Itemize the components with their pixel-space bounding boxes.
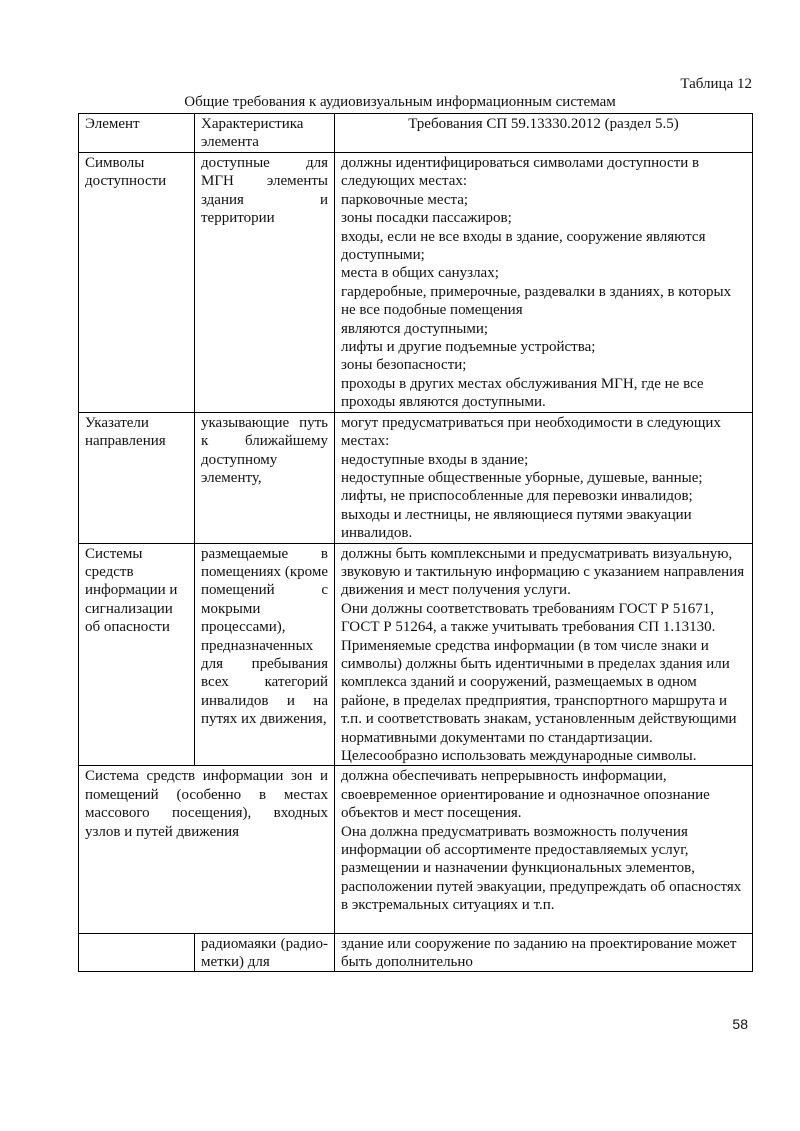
table-row: [79, 412, 753, 543]
cell-requirements: [335, 933, 753, 972]
requirement-line: являются доступными;: [341, 320, 489, 337]
requirement-line: здание или сооружение по заданию на проектирование может быть дополнительно: [341, 935, 737, 971]
table-label: Таблица 12: [680, 76, 752, 92]
cell-requirements: [335, 412, 753, 543]
requirement-line: должна обеспечивать непрерывность информации, своевременное ориентирование и однозначное опознание объектов и мест посещения.: [341, 768, 710, 822]
requirement-line: Они должны соответствовать требованиям ГОСТ Р 51671, ГОСТ Р 51264, а также учитывать требования СП 1.13130. Применяемые средства информации (в том числе знаки и символы) должны быть идентичными в пределах здания или комплекса зданий и сооружений, размещаемых в одном районе, в пределах предприятия, транспортного маршрута и т.п. и соответствовать знакам, установленным действующими нормативными документами по стандартизации. Целесообразно использовать международные символы.: [341, 600, 737, 764]
header-requirements: Требования СП 59.13330.2012 (раздел 5.5): [335, 114, 753, 153]
cell-element: Системы средств информации и сигнализации об опасности: [79, 543, 195, 766]
requirement-line: должны идентифицироваться символами доступности в следующих местах:: [341, 155, 700, 190]
table-title: Общие требования к аудиовизуальным информационным системам: [184, 94, 616, 110]
page-number: 58: [732, 1016, 748, 1032]
table-row: [79, 543, 753, 766]
table-row: [79, 153, 753, 413]
requirement-line: могут предусматриваться при необходимости в следующих местах:: [341, 414, 721, 450]
cell-characteristic: указывающие путь к ближайшему доступному элементу,: [195, 412, 335, 543]
requirement-line: проходы в других местах обслуживания МГН, где не все проходы являются доступными.: [341, 375, 704, 411]
cell-element: Система средств информации зон и помещений (особенно в местах массового посещения), входных узлов и путей движения: [79, 766, 335, 933]
cell-characteristic: доступные для МГН элементы здания и территории: [195, 153, 335, 413]
cell-element: [79, 933, 195, 972]
requirement-line: зоны посадки пассажиров;: [341, 210, 512, 227]
requirements-table: [78, 113, 753, 972]
cell-characteristic: размещаемые в помещениях (кроме помещений с мокрыми процессами), предназначенных для пребывания всех категорий инвалидов и на путях их движения,: [195, 543, 335, 766]
table-row: [79, 766, 753, 933]
requirement-line: входы, если не все входы в здание, сооружение являются доступными;: [341, 228, 706, 264]
header-characteristic: Характеристика элемента: [195, 114, 335, 153]
cell-element: Указатели направления: [79, 412, 195, 543]
requirement-line: должны быть комплексными и предусматривать визуальную,: [341, 545, 733, 562]
cell-element: Символы доступности: [79, 153, 195, 413]
requirement-line: парковочные места;: [341, 191, 469, 208]
cell-requirements: [335, 766, 753, 933]
requirement-line: лифты, не приспособленные для перевозки инвалидов;: [341, 488, 693, 505]
header-element: Элемент: [79, 114, 195, 153]
requirement-line: звуковую и тактильную информацию с указанием направления движения и мест получения услуги.: [341, 563, 745, 599]
requirement-line: выходы и лестницы, не являющиеся путями эвакуации инвалидов.: [341, 506, 692, 542]
requirement-line: недоступные общественные уборные, душевые, ванные;: [341, 469, 703, 486]
requirement-line: гардеробные, примерочные, раздевалки в зданиях, в которых не все подобные помещения: [341, 283, 732, 319]
blank-line: [341, 915, 746, 933]
cell-characteristic: радиомаяки (радио-метки) для: [195, 933, 335, 972]
requirement-line: места в общих санузлах;: [341, 265, 499, 282]
table-row: [79, 933, 753, 972]
requirement-line: недоступные входы в здание;: [341, 451, 529, 468]
requirement-line: лифты и другие подъемные устройства;: [341, 339, 596, 356]
cell-requirements: [335, 153, 753, 413]
requirement-line: зоны безопасности;: [341, 357, 467, 374]
table-header-row: [79, 114, 753, 153]
cell-requirements: [335, 543, 753, 766]
requirement-line: Она должна предусматривать возможность получения информации об ассортименте предоставляемых услуг, размещении и назначении функциональных элементов, расположении путей эвакуации, предупреждать об опасностях в экстремальных ситуациях и т.п.: [341, 823, 742, 914]
